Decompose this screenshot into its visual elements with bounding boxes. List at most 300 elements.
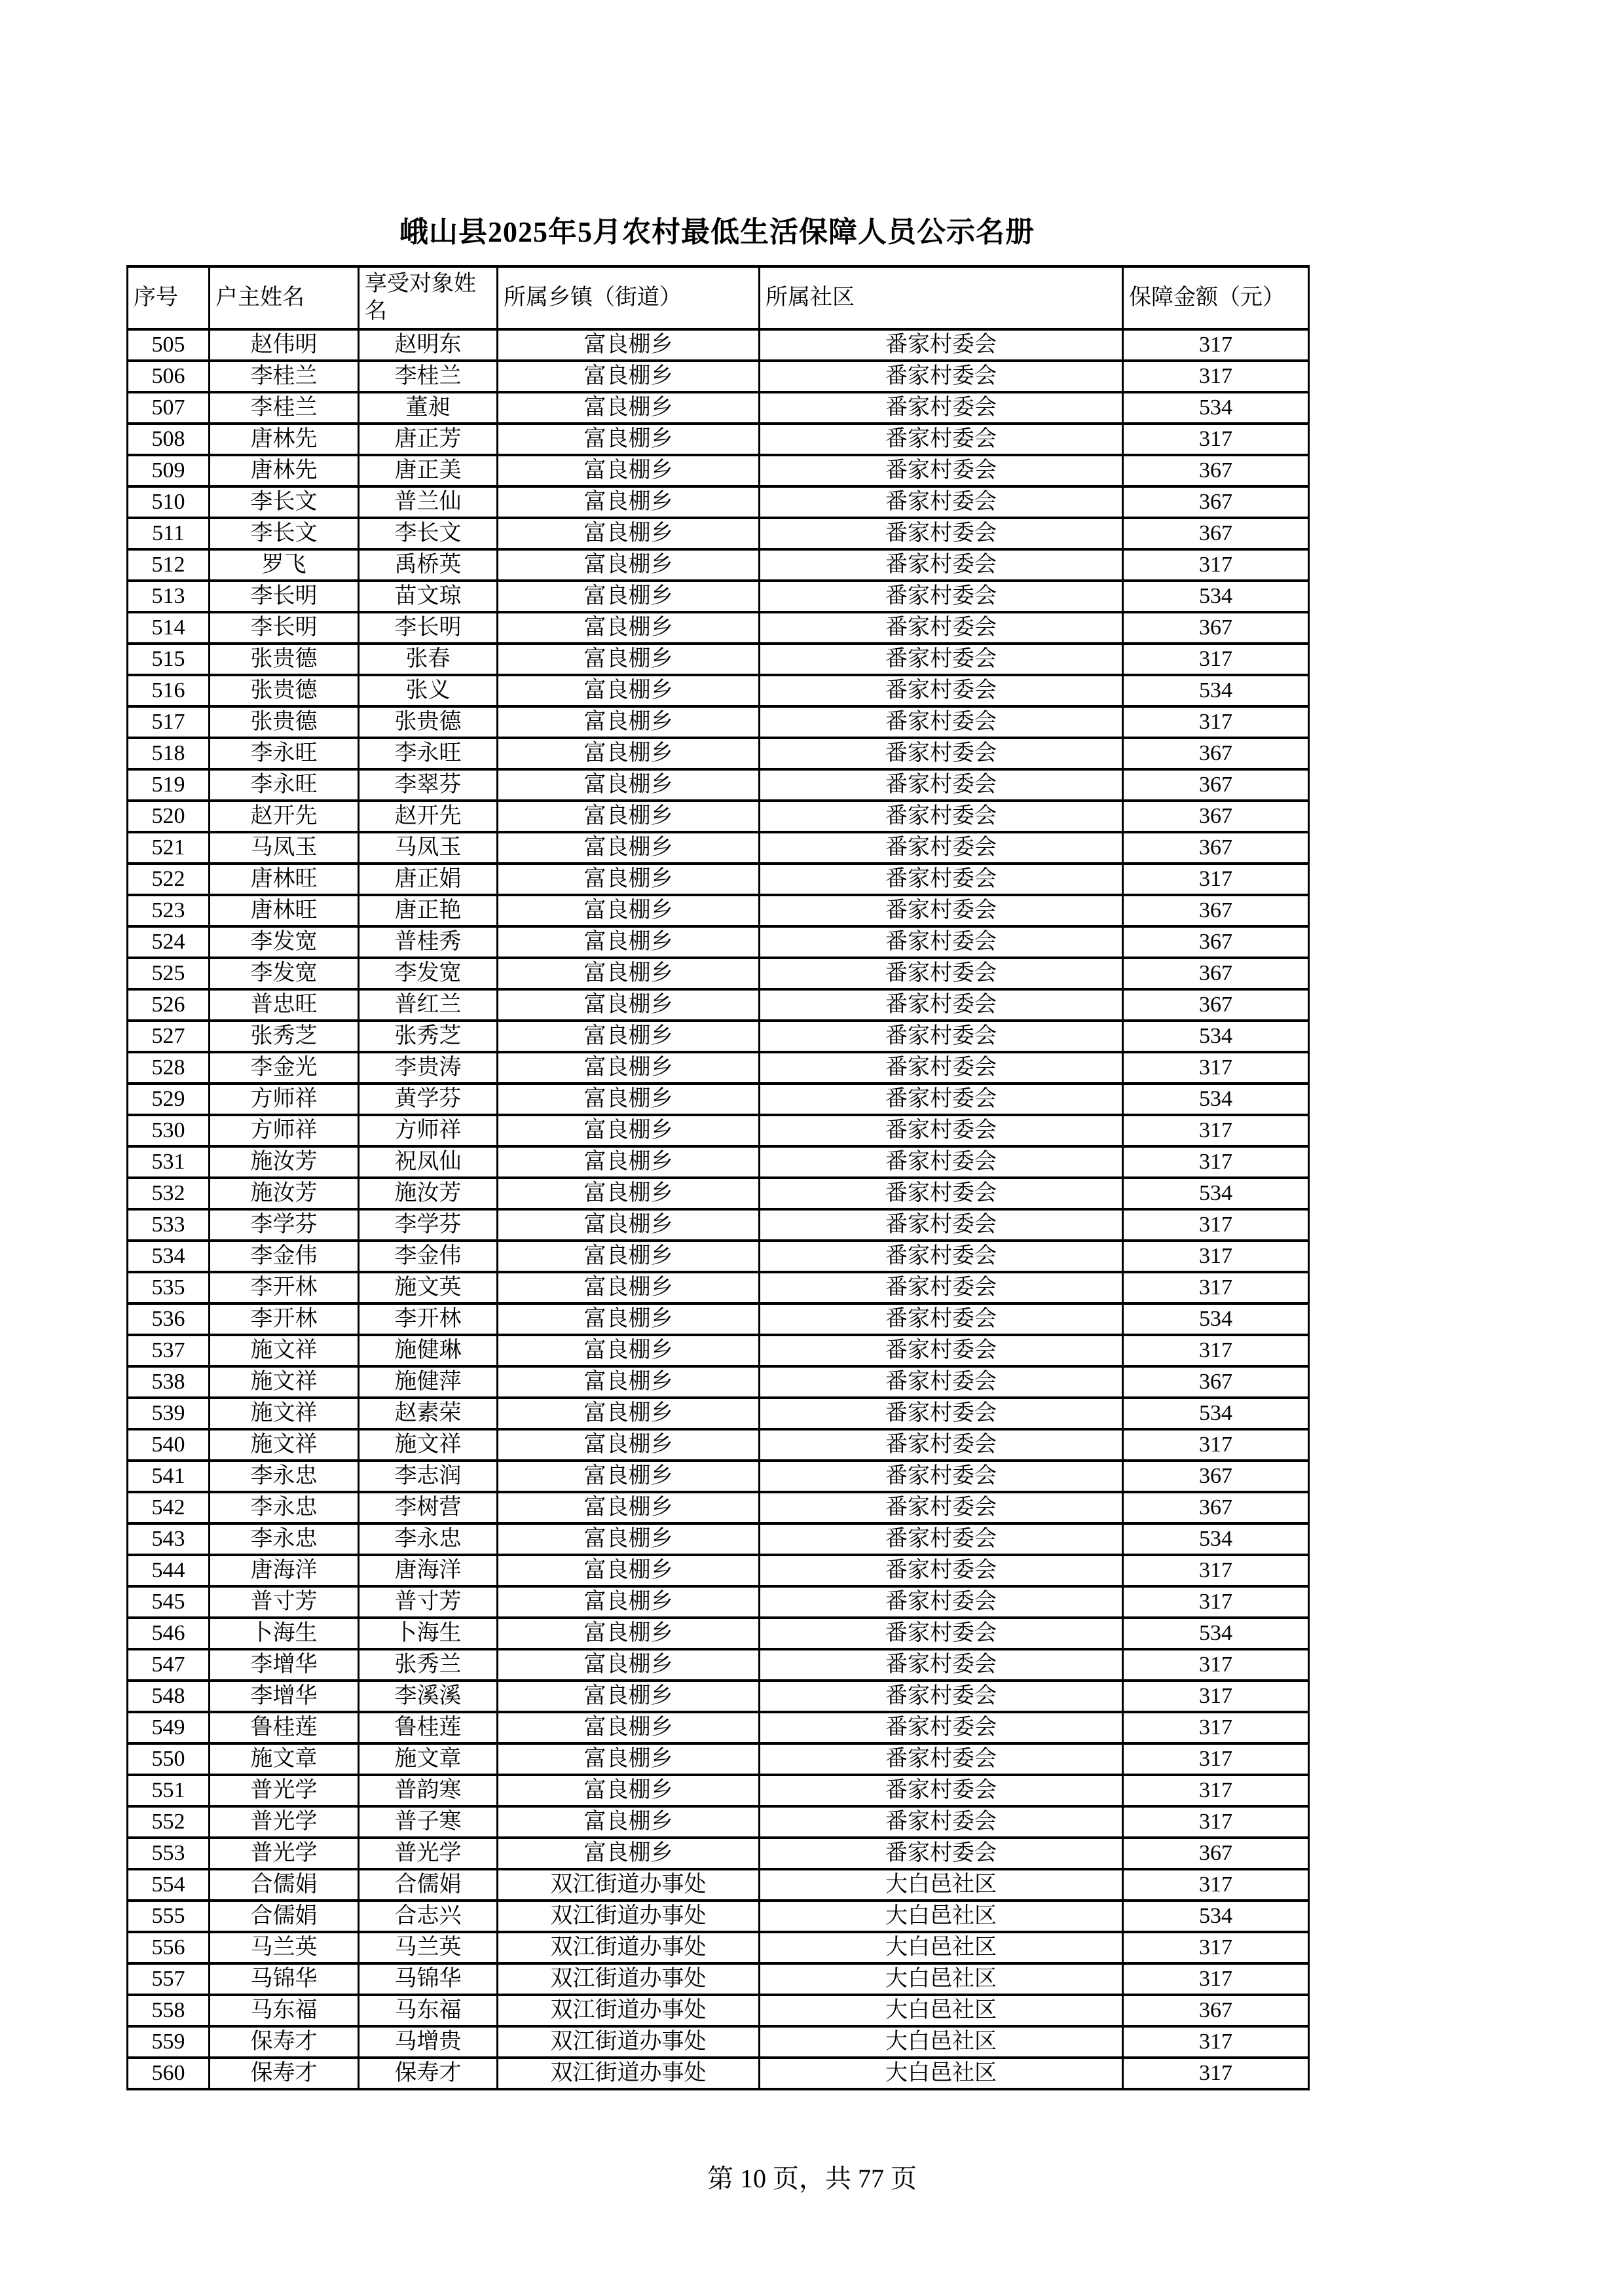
serial-cell: 522 <box>128 864 210 895</box>
township-cell: 富良棚乡 <box>498 1806 760 1838</box>
beneficiary-cell: 李长明 <box>359 612 498 644</box>
township-cell: 双江街道办事处 <box>498 2058 760 2089</box>
table-row <box>128 549 1309 581</box>
community-cell: 番家村委会 <box>760 1084 1123 1115</box>
serial-cell: 543 <box>128 1523 210 1555</box>
table-row <box>128 1932 1309 1963</box>
township-cell: 富良棚乡 <box>498 1523 760 1555</box>
household-head-cell: 李发宽 <box>210 958 359 989</box>
amount-cell: 317 <box>1123 1649 1309 1681</box>
township-cell: 富良棚乡 <box>498 1649 760 1681</box>
community-cell: 番家村委会 <box>760 1335 1123 1366</box>
community-cell: 番家村委会 <box>760 1806 1123 1838</box>
table-row <box>128 1995 1309 2026</box>
township-cell: 富良棚乡 <box>498 1555 760 1586</box>
household-head-cell: 方师祥 <box>210 1084 359 1115</box>
amount-cell: 317 <box>1123 329 1309 361</box>
header-community: 所属社区 <box>760 266 1123 329</box>
serial-cell: 511 <box>128 518 210 549</box>
household-head-cell: 保寿才 <box>210 2058 359 2089</box>
amount-cell: 317 <box>1123 864 1309 895</box>
serial-cell: 547 <box>128 1649 210 1681</box>
table-row <box>128 1146 1309 1178</box>
household-head-cell: 马东福 <box>210 1995 359 2026</box>
township-cell: 富良棚乡 <box>498 424 760 455</box>
community-cell: 番家村委会 <box>760 675 1123 706</box>
community-cell: 番家村委会 <box>760 549 1123 581</box>
beneficiary-cell: 张秀芝 <box>359 1021 498 1052</box>
amount-cell: 317 <box>1123 1209 1309 1241</box>
header-household-head: 户主姓名 <box>210 266 359 329</box>
household-head-cell: 卜海生 <box>210 1618 359 1649</box>
household-head-cell: 普光学 <box>210 1838 359 1869</box>
household-head-cell: 李增华 <box>210 1649 359 1681</box>
serial-cell: 541 <box>128 1461 210 1492</box>
amount-cell: 317 <box>1123 1869 1309 1901</box>
beneficiary-cell: 马兰英 <box>359 1932 498 1963</box>
amount-cell: 534 <box>1123 1618 1309 1649</box>
table-row <box>128 1712 1309 1743</box>
township-cell: 双江街道办事处 <box>498 1995 760 2026</box>
community-cell: 大白邑社区 <box>760 1963 1123 1995</box>
beneficiary-cell: 马凤玉 <box>359 832 498 864</box>
household-head-cell: 李金伟 <box>210 1241 359 1272</box>
table-row <box>128 958 1309 989</box>
table-row <box>128 1618 1309 1649</box>
township-cell: 富良棚乡 <box>498 1303 760 1335</box>
amount-cell: 534 <box>1123 1084 1309 1115</box>
beneficiary-cell: 黄学芬 <box>359 1084 498 1115</box>
household-head-cell: 李开林 <box>210 1303 359 1335</box>
household-head-cell: 合儒娟 <box>210 1869 359 1901</box>
household-head-cell: 李学芬 <box>210 1209 359 1241</box>
household-head-cell: 李桂兰 <box>210 361 359 392</box>
beneficiary-cell: 马锦华 <box>359 1963 498 1995</box>
community-cell: 番家村委会 <box>760 1712 1123 1743</box>
table-row <box>128 989 1309 1021</box>
amount-cell: 534 <box>1123 1901 1309 1932</box>
serial-cell: 554 <box>128 1869 210 1901</box>
household-head-cell: 李长明 <box>210 612 359 644</box>
community-cell: 番家村委会 <box>760 1303 1123 1335</box>
community-cell: 番家村委会 <box>760 612 1123 644</box>
table-row <box>128 1523 1309 1555</box>
table-row <box>128 1366 1309 1398</box>
beneficiary-cell: 普子寒 <box>359 1806 498 1838</box>
beneficiary-cell: 鲁桂莲 <box>359 1712 498 1743</box>
community-cell: 番家村委会 <box>760 1649 1123 1681</box>
table-row <box>128 1838 1309 1869</box>
community-cell: 番家村委会 <box>760 1241 1123 1272</box>
household-head-cell: 张贵德 <box>210 706 359 738</box>
household-head-cell: 李增华 <box>210 1681 359 1712</box>
serial-cell: 507 <box>128 392 210 424</box>
table-row <box>128 1461 1309 1492</box>
township-cell: 富良棚乡 <box>498 864 760 895</box>
table-header <box>128 266 1309 329</box>
household-head-cell: 李金光 <box>210 1052 359 1084</box>
township-cell: 富良棚乡 <box>498 1115 760 1146</box>
beneficiary-cell: 李翠芬 <box>359 769 498 801</box>
header-beneficiary: 享受对象姓名 <box>359 266 498 329</box>
community-cell: 番家村委会 <box>760 518 1123 549</box>
township-cell: 富良棚乡 <box>498 1743 760 1775</box>
amount-cell: 317 <box>1123 1115 1309 1146</box>
household-head-cell: 唐林先 <box>210 455 359 486</box>
amount-cell: 367 <box>1123 455 1309 486</box>
community-cell: 番家村委会 <box>760 361 1123 392</box>
serial-cell: 536 <box>128 1303 210 1335</box>
township-cell: 富良棚乡 <box>498 486 760 518</box>
table-row <box>128 1963 1309 1995</box>
township-cell: 富良棚乡 <box>498 738 760 769</box>
household-head-cell: 李开林 <box>210 1272 359 1303</box>
township-cell: 富良棚乡 <box>498 1241 760 1272</box>
township-cell: 富良棚乡 <box>498 1178 760 1209</box>
page-title: 峨山县2025年5月农村最低生活保障人员公示名册 <box>399 216 1035 248</box>
serial-cell: 505 <box>128 329 210 361</box>
table-row <box>128 424 1309 455</box>
household-head-cell: 李永忠 <box>210 1523 359 1555</box>
serial-cell: 538 <box>128 1366 210 1398</box>
amount-cell: 317 <box>1123 2058 1309 2089</box>
serial-cell: 545 <box>128 1586 210 1618</box>
township-cell: 双江街道办事处 <box>498 2026 760 2058</box>
serial-cell: 533 <box>128 1209 210 1241</box>
beneficiary-cell: 李溪溪 <box>359 1681 498 1712</box>
beneficiary-cell: 张秀兰 <box>359 1649 498 1681</box>
community-cell: 番家村委会 <box>760 1209 1123 1241</box>
township-cell: 富良棚乡 <box>498 1461 760 1492</box>
township-cell: 富良棚乡 <box>498 644 760 675</box>
serial-cell: 517 <box>128 706 210 738</box>
serial-cell: 546 <box>128 1618 210 1649</box>
beneficiary-cell: 普兰仙 <box>359 486 498 518</box>
amount-cell: 367 <box>1123 832 1309 864</box>
table-row <box>128 895 1309 926</box>
beneficiary-cell: 张春 <box>359 644 498 675</box>
serial-cell: 530 <box>128 1115 210 1146</box>
household-head-cell: 鲁桂莲 <box>210 1712 359 1743</box>
serial-cell: 526 <box>128 989 210 1021</box>
community-cell: 番家村委会 <box>760 424 1123 455</box>
amount-cell: 317 <box>1123 1681 1309 1712</box>
serial-cell: 529 <box>128 1084 210 1115</box>
amount-cell: 367 <box>1123 612 1309 644</box>
beneficiary-cell: 李贵涛 <box>359 1052 498 1084</box>
amount-cell: 317 <box>1123 1146 1309 1178</box>
serial-cell: 559 <box>128 2026 210 2058</box>
amount-cell: 317 <box>1123 1775 1309 1806</box>
household-head-cell: 唐林旺 <box>210 895 359 926</box>
amount-cell: 534 <box>1123 1398 1309 1429</box>
township-cell: 富良棚乡 <box>498 1681 760 1712</box>
township-cell: 富良棚乡 <box>498 1335 760 1366</box>
township-cell: 富良棚乡 <box>498 1618 760 1649</box>
beneficiary-cell: 李金伟 <box>359 1241 498 1272</box>
beneficiary-cell: 董昶 <box>359 392 498 424</box>
beneficiary-cell: 合儒娟 <box>359 1869 498 1901</box>
community-cell: 番家村委会 <box>760 1618 1123 1649</box>
table-row <box>128 361 1309 392</box>
amount-cell: 317 <box>1123 1272 1309 1303</box>
roster-table <box>126 265 1310 2090</box>
household-head-cell: 李长文 <box>210 518 359 549</box>
community-cell: 番家村委会 <box>760 1272 1123 1303</box>
household-head-cell: 普忠旺 <box>210 989 359 1021</box>
household-head-cell: 合儒娟 <box>210 1901 359 1932</box>
table-row <box>128 1209 1309 1241</box>
township-cell: 富良棚乡 <box>498 1366 760 1398</box>
community-cell: 大白邑社区 <box>760 1869 1123 1901</box>
household-head-cell: 普光学 <box>210 1775 359 1806</box>
beneficiary-cell: 施文祥 <box>359 1429 498 1461</box>
community-cell: 番家村委会 <box>760 738 1123 769</box>
household-head-cell: 李永旺 <box>210 769 359 801</box>
serial-cell: 558 <box>128 1995 210 2026</box>
community-cell: 番家村委会 <box>760 1052 1123 1084</box>
community-cell: 大白邑社区 <box>760 1901 1123 1932</box>
beneficiary-cell: 李志润 <box>359 1461 498 1492</box>
table-row <box>128 864 1309 895</box>
beneficiary-cell: 方师祥 <box>359 1115 498 1146</box>
amount-cell: 317 <box>1123 1932 1309 1963</box>
community-cell: 番家村委会 <box>760 1429 1123 1461</box>
serial-cell: 506 <box>128 361 210 392</box>
table-row <box>128 1398 1309 1429</box>
table-row <box>128 1806 1309 1838</box>
serial-cell: 551 <box>128 1775 210 1806</box>
community-cell: 番家村委会 <box>760 1775 1123 1806</box>
serial-cell: 537 <box>128 1335 210 1366</box>
township-cell: 富良棚乡 <box>498 612 760 644</box>
community-cell: 番家村委会 <box>760 989 1123 1021</box>
table-row <box>128 832 1309 864</box>
header-township: 所属乡镇（街道） <box>498 266 760 329</box>
beneficiary-cell: 苗文琼 <box>359 581 498 612</box>
beneficiary-cell: 赵素荣 <box>359 1398 498 1429</box>
community-cell: 番家村委会 <box>760 1586 1123 1618</box>
community-cell: 番家村委会 <box>760 895 1123 926</box>
township-cell: 富良棚乡 <box>498 1838 760 1869</box>
amount-cell: 317 <box>1123 1806 1309 1838</box>
township-cell: 双江街道办事处 <box>498 1901 760 1932</box>
amount-cell: 534 <box>1123 1523 1309 1555</box>
household-head-cell: 普寸芳 <box>210 1586 359 1618</box>
serial-cell: 518 <box>128 738 210 769</box>
amount-cell: 367 <box>1123 1366 1309 1398</box>
household-head-cell: 李永旺 <box>210 738 359 769</box>
serial-cell: 512 <box>128 549 210 581</box>
amount-cell: 367 <box>1123 926 1309 958</box>
table-row <box>128 1586 1309 1618</box>
serial-cell: 539 <box>128 1398 210 1429</box>
beneficiary-cell: 普韵寒 <box>359 1775 498 1806</box>
serial-cell: 525 <box>128 958 210 989</box>
amount-cell: 367 <box>1123 1995 1309 2026</box>
table-row <box>128 392 1309 424</box>
beneficiary-cell: 施文章 <box>359 1743 498 1775</box>
table-row <box>128 1084 1309 1115</box>
community-cell: 番家村委会 <box>760 1178 1123 1209</box>
header-serial: 序号 <box>128 266 210 329</box>
community-cell: 大白邑社区 <box>760 1995 1123 2026</box>
serial-cell: 553 <box>128 1838 210 1869</box>
table-row <box>128 1178 1309 1209</box>
serial-cell: 523 <box>128 895 210 926</box>
table-row <box>128 926 1309 958</box>
serial-cell: 514 <box>128 612 210 644</box>
beneficiary-cell: 保寿才 <box>359 2058 498 2089</box>
township-cell: 富良棚乡 <box>498 1586 760 1618</box>
serial-cell: 534 <box>128 1241 210 1272</box>
household-head-cell: 唐林先 <box>210 424 359 455</box>
amount-cell: 317 <box>1123 1743 1309 1775</box>
township-cell: 双江街道办事处 <box>498 1932 760 1963</box>
township-cell: 富良棚乡 <box>498 1492 760 1523</box>
amount-cell: 367 <box>1123 738 1309 769</box>
community-cell: 番家村委会 <box>760 926 1123 958</box>
amount-cell: 367 <box>1123 1492 1309 1523</box>
household-head-cell: 罗飞 <box>210 549 359 581</box>
community-cell: 番家村委会 <box>760 769 1123 801</box>
serial-cell: 521 <box>128 832 210 864</box>
table-row <box>128 1681 1309 1712</box>
community-cell: 番家村委会 <box>760 958 1123 989</box>
household-head-cell: 马锦华 <box>210 1963 359 1995</box>
township-cell: 富良棚乡 <box>498 958 760 989</box>
community-cell: 番家村委会 <box>760 801 1123 832</box>
household-head-cell: 施文祥 <box>210 1366 359 1398</box>
serial-cell: 515 <box>128 644 210 675</box>
beneficiary-cell: 普红兰 <box>359 989 498 1021</box>
amount-cell: 317 <box>1123 1241 1309 1272</box>
amount-cell: 367 <box>1123 895 1309 926</box>
amount-cell: 317 <box>1123 2026 1309 2058</box>
serial-cell: 550 <box>128 1743 210 1775</box>
serial-cell: 528 <box>128 1052 210 1084</box>
township-cell: 富良棚乡 <box>498 706 760 738</box>
serial-cell: 513 <box>128 581 210 612</box>
amount-cell: 317 <box>1123 1429 1309 1461</box>
household-head-cell: 施汝芳 <box>210 1146 359 1178</box>
serial-cell: 520 <box>128 801 210 832</box>
beneficiary-cell: 马东福 <box>359 1995 498 2026</box>
beneficiary-cell: 唐正芳 <box>359 424 498 455</box>
township-cell: 富良棚乡 <box>498 801 760 832</box>
household-head-cell: 李发宽 <box>210 926 359 958</box>
household-head-cell: 马兰英 <box>210 1932 359 1963</box>
township-cell: 富良棚乡 <box>498 895 760 926</box>
township-cell: 富良棚乡 <box>498 361 760 392</box>
table-row <box>128 1335 1309 1366</box>
beneficiary-cell: 施文英 <box>359 1272 498 1303</box>
community-cell: 番家村委会 <box>760 1146 1123 1178</box>
serial-cell: 540 <box>128 1429 210 1461</box>
amount-cell: 367 <box>1123 989 1309 1021</box>
serial-cell: 532 <box>128 1178 210 1209</box>
table-row <box>128 1869 1309 1901</box>
beneficiary-cell: 祝凤仙 <box>359 1146 498 1178</box>
amount-cell: 317 <box>1123 644 1309 675</box>
township-cell: 富良棚乡 <box>498 832 760 864</box>
beneficiary-cell: 赵开先 <box>359 801 498 832</box>
table-row <box>128 644 1309 675</box>
amount-cell: 317 <box>1123 549 1309 581</box>
amount-cell: 367 <box>1123 769 1309 801</box>
table-row <box>128 1303 1309 1335</box>
household-head-cell: 施文章 <box>210 1743 359 1775</box>
household-head-cell: 李长明 <box>210 581 359 612</box>
table-row <box>128 769 1309 801</box>
township-cell: 富良棚乡 <box>498 989 760 1021</box>
amount-cell: 317 <box>1123 1712 1309 1743</box>
household-head-cell: 唐海洋 <box>210 1555 359 1586</box>
township-cell: 富良棚乡 <box>498 1021 760 1052</box>
household-head-cell: 张贵德 <box>210 675 359 706</box>
beneficiary-cell: 李长文 <box>359 518 498 549</box>
table-row <box>128 1272 1309 1303</box>
amount-cell: 317 <box>1123 1555 1309 1586</box>
beneficiary-cell: 普寸芳 <box>359 1586 498 1618</box>
community-cell: 番家村委会 <box>760 864 1123 895</box>
township-cell: 富良棚乡 <box>498 455 760 486</box>
household-head-cell: 李永忠 <box>210 1492 359 1523</box>
household-head-cell: 普光学 <box>210 1806 359 1838</box>
community-cell: 番家村委会 <box>760 1115 1123 1146</box>
beneficiary-cell: 李树营 <box>359 1492 498 1523</box>
township-cell: 双江街道办事处 <box>498 1869 760 1901</box>
township-cell: 富良棚乡 <box>498 1712 760 1743</box>
household-head-cell: 赵开先 <box>210 801 359 832</box>
community-cell: 番家村委会 <box>760 1681 1123 1712</box>
amount-cell: 317 <box>1123 706 1309 738</box>
table-row <box>128 2058 1309 2089</box>
household-head-cell: 李永忠 <box>210 1461 359 1492</box>
beneficiary-cell: 李永忠 <box>359 1523 498 1555</box>
township-cell: 富良棚乡 <box>498 1084 760 1115</box>
table-row <box>128 675 1309 706</box>
household-head-cell: 施汝芳 <box>210 1178 359 1209</box>
community-cell: 番家村委会 <box>760 1838 1123 1869</box>
amount-cell: 534 <box>1123 1021 1309 1052</box>
township-cell: 富良棚乡 <box>498 518 760 549</box>
community-cell: 大白邑社区 <box>760 2026 1123 2058</box>
beneficiary-cell: 施汝芳 <box>359 1178 498 1209</box>
community-cell: 番家村委会 <box>760 581 1123 612</box>
household-head-cell: 李桂兰 <box>210 392 359 424</box>
serial-cell: 548 <box>128 1681 210 1712</box>
community-cell: 番家村委会 <box>760 1366 1123 1398</box>
township-cell: 富良棚乡 <box>498 1775 760 1806</box>
table-row <box>128 1743 1309 1775</box>
township-cell: 富良棚乡 <box>498 1146 760 1178</box>
household-head-cell: 张贵德 <box>210 644 359 675</box>
township-cell: 富良棚乡 <box>498 1052 760 1084</box>
community-cell: 番家村委会 <box>760 1398 1123 1429</box>
beneficiary-cell: 张义 <box>359 675 498 706</box>
serial-cell: 524 <box>128 926 210 958</box>
serial-cell: 544 <box>128 1555 210 1586</box>
table-row <box>128 1429 1309 1461</box>
amount-cell: 534 <box>1123 581 1309 612</box>
community-cell: 番家村委会 <box>760 1021 1123 1052</box>
amount-cell: 317 <box>1123 1586 1309 1618</box>
community-cell: 大白邑社区 <box>760 2058 1123 2089</box>
township-cell: 富良棚乡 <box>498 549 760 581</box>
table-row <box>128 1901 1309 1932</box>
serial-cell: 556 <box>128 1932 210 1963</box>
